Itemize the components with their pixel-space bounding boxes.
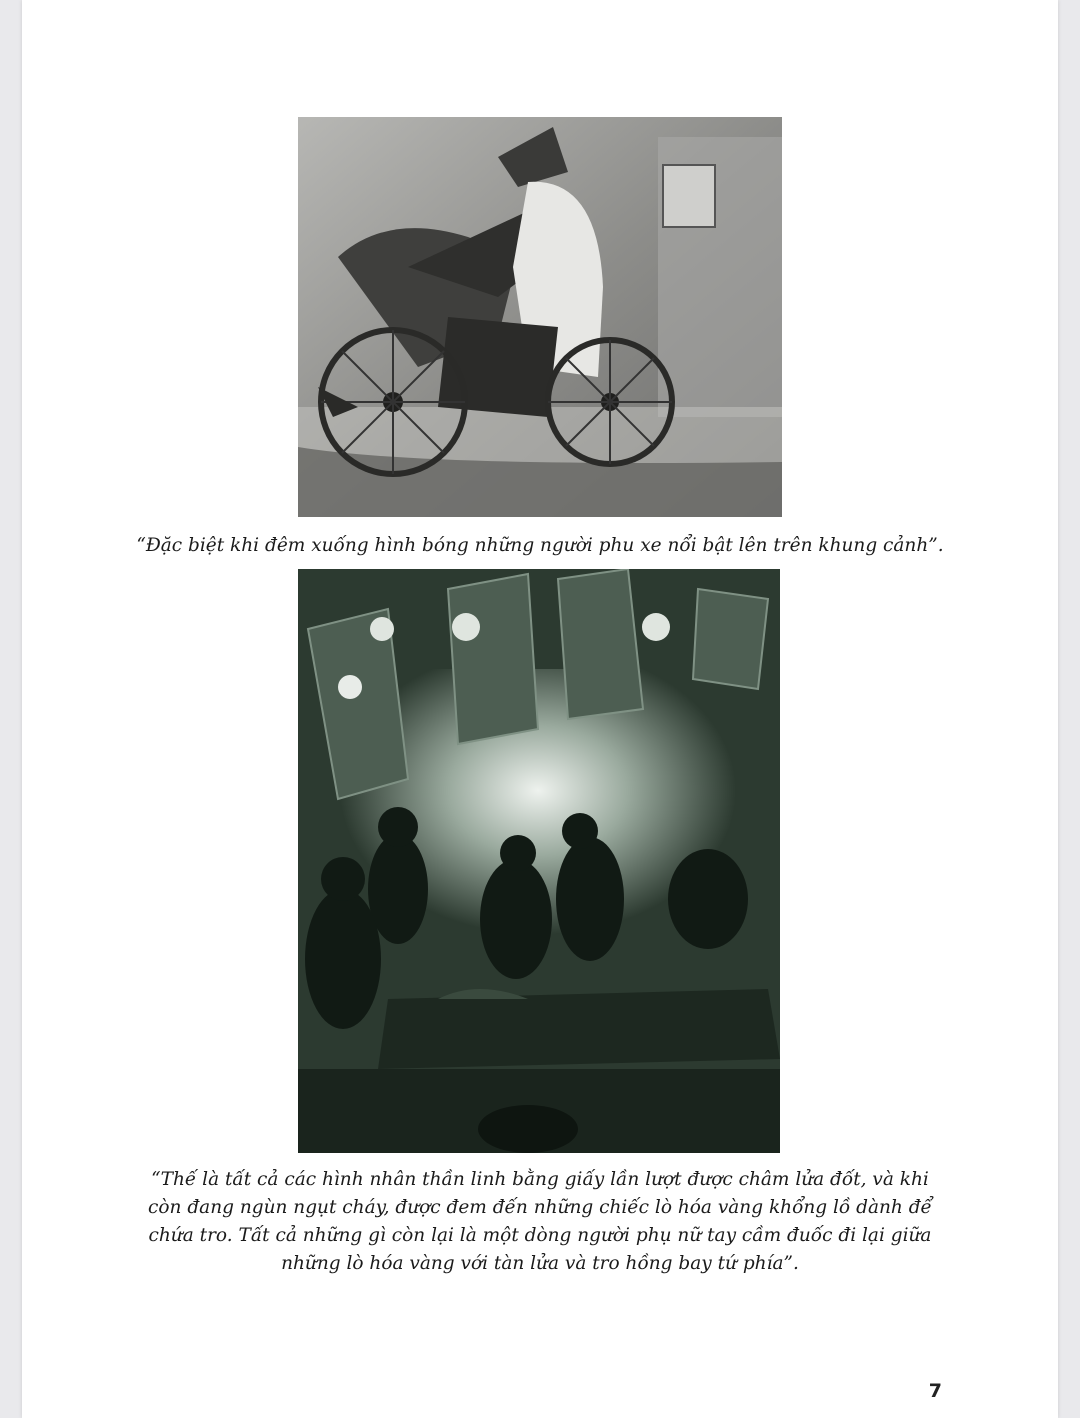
document-page: [22, 0, 1058, 1418]
rickshaw-caption: “Đặc biệt khi đêm xuống hình bóng những người phu xe nổi bật lên trên khung cảnh”.: [136, 535, 944, 556]
rickshaw-sketch-drawing: [298, 117, 782, 517]
rickshaw-illustration: [298, 117, 782, 517]
votive-burning-caption: “Thế là tất cả các hình nhân thần linh bằng giấy lần lượt được châm lửa đốt, và khi còn đang ngùn ngụt cháy, được đem đến những chiếc lò hóa vàng khổng lồ dành để chứa tro. Tất cả những gì còn lại là một dòng người phụ nữ tay cầm đuốc đi lại giữa những lò hóa vàng với tàn lửa và tro hồng bay tứ phía”.: [148, 1169, 932, 1274]
votive-burning-illustration: [298, 569, 780, 1153]
votive-burning-drawing: [298, 569, 780, 1153]
page-number: 7: [928, 1380, 942, 1402]
